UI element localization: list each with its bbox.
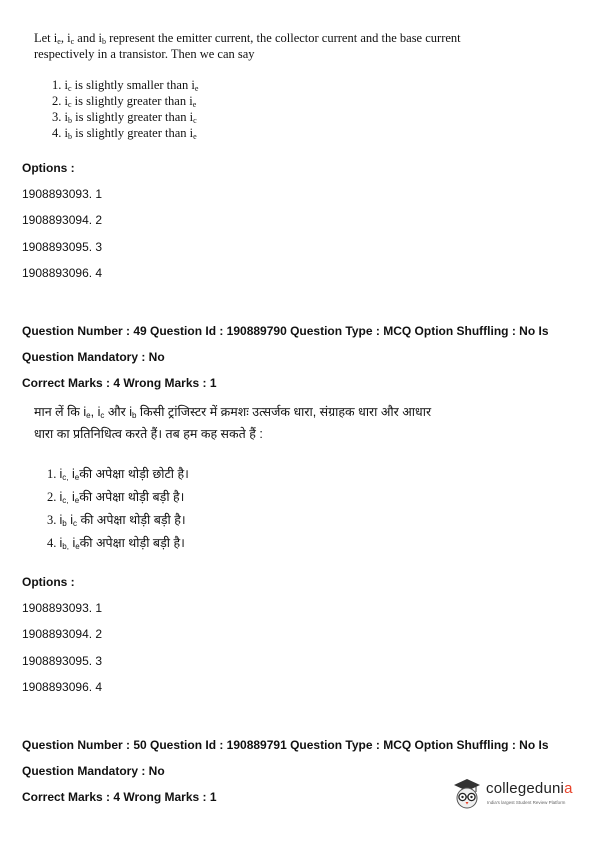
choice-number: 1. [47, 467, 60, 481]
subscript: e [192, 100, 197, 109]
subscript: e [86, 411, 91, 420]
choice-item [47, 486, 189, 509]
stem-text: , [60, 31, 68, 45]
symbol-i: i [72, 490, 75, 504]
symbol-i: i [98, 31, 102, 45]
subscript: b [67, 132, 72, 141]
meta-line: Question Number : 49 Question Id : 190889790 Question Type : MCQ Option Shuffling : No Is [22, 324, 549, 338]
choice-number: 2. [52, 94, 65, 108]
choice-number: 3. [47, 513, 60, 527]
collegedunia-logo [450, 772, 585, 812]
meta-line: Correct Marks : 4 Wrong Marks : 1 [22, 790, 217, 804]
symbol-i: i [191, 78, 195, 92]
logo-tagline: India's largest Student Review Platform [487, 800, 566, 805]
subscript: b [62, 519, 67, 528]
meta-line: Correct Marks : 4 Wrong Marks : 1 [22, 376, 217, 390]
option-3: 1908893095. 3 [22, 654, 103, 668]
question-48-choices [52, 77, 198, 141]
symbol-i: i [64, 94, 68, 108]
subscript: c [73, 519, 77, 528]
subscript: e [57, 37, 61, 46]
owl-mascot-icon [450, 776, 484, 810]
choice-item [47, 509, 189, 532]
subscript: c [67, 84, 72, 93]
symbol-i: i [189, 126, 194, 140]
meta-line: Question Mandatory : No [22, 350, 165, 364]
choice-text: is slightly greater than [71, 94, 190, 108]
subscript: c [193, 116, 197, 125]
choice-number: 4. [52, 126, 65, 140]
choice-text: की अपेक्षा थोड़ी बड़ी है। [77, 513, 186, 527]
subscript: c [100, 411, 105, 420]
symbol-i: i [64, 78, 68, 92]
logo-wordmark: collegedunia [486, 780, 573, 797]
stem-text: , [90, 405, 98, 419]
choice-text: is slightly greater than [71, 126, 190, 140]
subscript: e [193, 132, 197, 141]
meta-line: Question Number : 50 Question Id : 190889791 Question Type : MCQ Option Shuffling : No Is [22, 738, 549, 752]
options-label: Options : [22, 575, 75, 589]
choice-number: 2. [47, 490, 60, 504]
choice-item [52, 125, 198, 141]
symbol-i: i [53, 31, 58, 45]
stem-text: Let [34, 31, 54, 45]
stem-text-line2: धारा का प्रतिनिधित्व करते हैं। तब हम कह सकते हैं : [34, 427, 263, 441]
choice-text: की अपेक्षा थोड़ी छोटी है। [79, 467, 189, 481]
subscript: e [75, 542, 80, 551]
option-4: 1908893096. 4 [22, 266, 103, 280]
options-label: Options : [22, 161, 75, 175]
symbol-i: i [59, 467, 63, 481]
option-4: 1908893096. 4 [22, 680, 103, 694]
symbol-i: i [70, 513, 73, 527]
logo-accent-letter: a [564, 780, 573, 797]
symbol-i: i [189, 110, 194, 124]
symbol-i: i [67, 31, 71, 45]
subscript: e [194, 84, 199, 93]
symbol-i: i [97, 405, 101, 419]
choice-text: is slightly greater than [71, 110, 190, 124]
option-2: 1908893094. 2 [22, 213, 103, 227]
meta-line: Question Mandatory : No [22, 764, 165, 778]
subscript: e [74, 496, 80, 505]
symbol-i: i [64, 110, 68, 124]
option-1: 1908893093. 1 [22, 187, 103, 201]
stem-text: represent the emitter current, the collector current and the base current [105, 31, 461, 45]
symbol-i: i [59, 536, 63, 550]
subscript: c, [62, 473, 69, 482]
stem-text: and [74, 31, 99, 45]
symbol-i: i [59, 490, 63, 504]
choice-text: की अपेक्षा थोड़ी बड़ी है। [79, 536, 185, 550]
subscript: b [132, 411, 137, 420]
symbol-i: i [72, 536, 76, 550]
choice-item [47, 532, 189, 555]
symbol-i: i [59, 513, 63, 527]
question-49-choices-hindi [47, 463, 189, 555]
subscript: c [70, 37, 75, 46]
subscript: b, [62, 542, 69, 551]
choice-text: is slightly smaller than [71, 78, 192, 92]
choice-item [52, 77, 198, 93]
symbol-i: i [129, 405, 132, 419]
subscript: b [67, 116, 72, 125]
option-3: 1908893095. 3 [22, 240, 103, 254]
stem-text-line2: respectively in a transistor. Then we can say [34, 47, 255, 61]
option-1: 1908893093. 1 [22, 601, 103, 615]
question-49-meta [22, 318, 549, 396]
subscript: e [74, 473, 80, 482]
choice-text: की अपेक्षा थोड़ी बड़ी है। [79, 490, 185, 504]
question-48-stem [34, 30, 574, 62]
stem-text: और [104, 405, 130, 419]
choice-number: 3. [52, 110, 65, 124]
stem-text: मान लें कि [34, 405, 84, 419]
choice-item [52, 93, 198, 109]
subscript: c, [62, 496, 69, 505]
symbol-i: i [189, 94, 193, 108]
choice-number: 1. [52, 78, 65, 92]
symbol-i: i [83, 405, 87, 419]
choice-item [52, 109, 198, 125]
subscript: b [101, 37, 106, 46]
option-2: 1908893094. 2 [22, 627, 103, 641]
choice-item [47, 463, 189, 486]
subscript: c [67, 100, 72, 109]
choice-number: 4. [47, 536, 60, 550]
symbol-i: i [64, 126, 68, 140]
symbol-i: i [72, 467, 75, 481]
stem-text: किसी ट्रांजिस्टर में क्रमशः उत्सर्जक धारा, संग्राहक धारा और आधार [136, 405, 432, 419]
question-49-stem-hindi [34, 401, 431, 445]
